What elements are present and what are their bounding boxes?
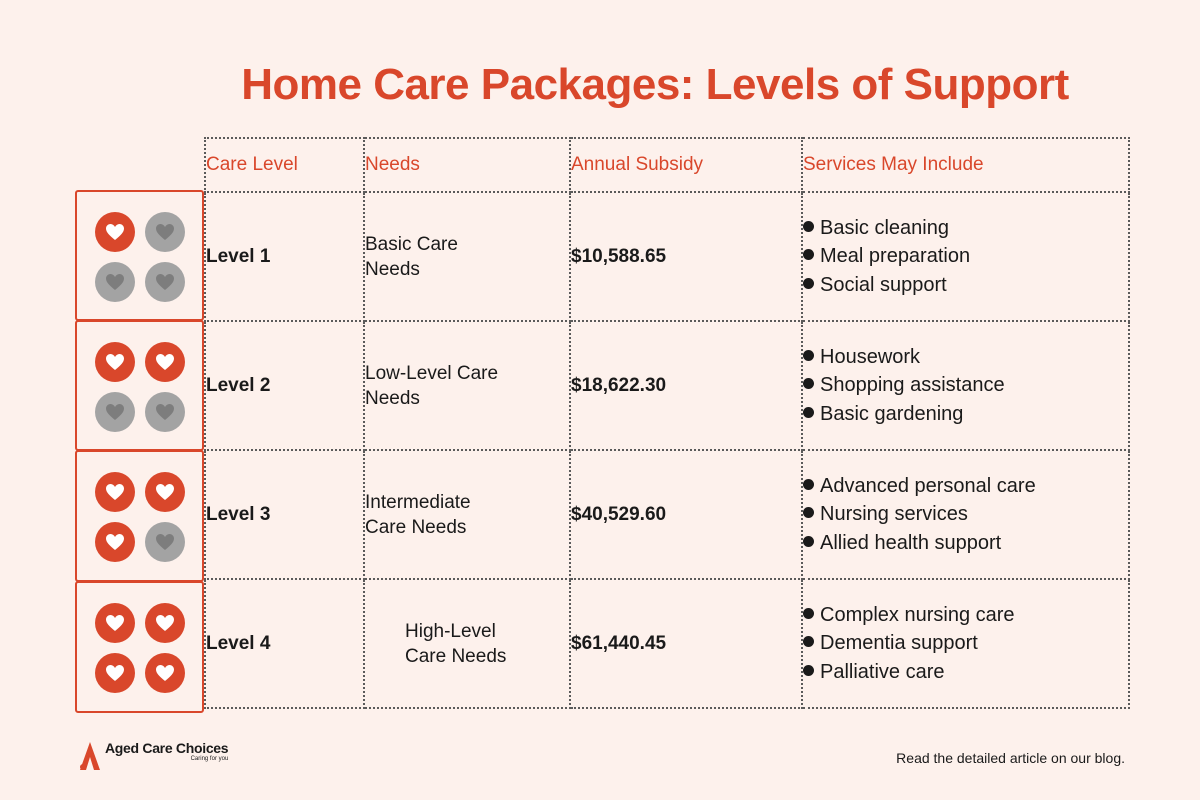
heart-grid xyxy=(95,472,185,562)
logo-text xyxy=(105,740,228,763)
heart-filled-icon xyxy=(145,472,185,512)
heart-icon xyxy=(105,664,125,682)
bullet-icon xyxy=(803,221,814,232)
table-row xyxy=(205,321,1129,450)
bullet-icon xyxy=(803,249,814,260)
subsidy-cell: $18,622.30 xyxy=(570,321,802,450)
services-cell xyxy=(802,450,1129,579)
service-text: Housework xyxy=(820,345,921,368)
heart-icon xyxy=(105,483,125,501)
bullet-icon xyxy=(803,536,814,547)
brand-logo[interactable] xyxy=(78,740,228,772)
needs-cell xyxy=(364,192,570,321)
list-item xyxy=(803,343,1128,372)
page-title: Home Care Packages: Levels of Support xyxy=(241,60,1069,109)
service-text: Dementia support xyxy=(820,632,978,655)
heart-icon xyxy=(105,614,125,632)
table-row xyxy=(205,192,1129,321)
heart-grid xyxy=(95,212,185,302)
bullet-icon xyxy=(803,350,814,361)
service-text: Basic gardening xyxy=(820,402,964,425)
heart-filled-icon xyxy=(95,603,135,643)
heart-empty-icon xyxy=(145,262,185,302)
service-text: Palliative care xyxy=(820,660,945,683)
heart-icon xyxy=(155,273,175,291)
list-item xyxy=(803,242,1128,271)
heart-icon xyxy=(155,223,175,241)
heart-grid xyxy=(95,342,185,432)
levels-table xyxy=(204,137,1130,709)
heart-icon xyxy=(155,353,175,371)
heart-filled-icon xyxy=(95,653,135,693)
heart-filled-icon xyxy=(95,342,135,382)
heart-icon xyxy=(105,353,125,371)
needs-text: High-Level Care Needs xyxy=(405,620,507,667)
bullet-icon xyxy=(803,665,814,676)
list-item xyxy=(803,601,1128,630)
heart-icon xyxy=(155,533,175,551)
list-item xyxy=(803,214,1128,243)
list-item xyxy=(803,529,1128,558)
bullet-icon xyxy=(803,608,814,619)
logo-tagline: Caring for you xyxy=(190,756,229,762)
heart-filled-icon xyxy=(95,522,135,562)
heart-icon xyxy=(105,403,125,421)
service-text: Complex nursing care xyxy=(820,603,1015,626)
services-list xyxy=(803,214,1128,300)
bullet-icon xyxy=(803,479,814,490)
list-item xyxy=(803,472,1128,501)
header-needs: Needs xyxy=(364,138,570,192)
table-header-row xyxy=(205,138,1129,192)
bullet-icon xyxy=(803,278,814,289)
heart-icon xyxy=(155,403,175,421)
logo-mark-icon xyxy=(78,740,102,772)
care-level-cell: Level 1 xyxy=(205,192,364,321)
heart-icon xyxy=(105,273,125,291)
bullet-icon xyxy=(803,507,814,518)
heart-icon xyxy=(155,614,175,632)
services-cell xyxy=(802,321,1129,450)
services-list xyxy=(803,472,1128,558)
heart-filled-icon xyxy=(145,653,185,693)
heart-filled-icon xyxy=(95,472,135,512)
table-row xyxy=(205,450,1129,579)
list-item xyxy=(803,629,1128,658)
heart-empty-icon xyxy=(145,212,185,252)
table-row xyxy=(205,579,1129,708)
needs-cell xyxy=(364,321,570,450)
subsidy-cell: $40,529.60 xyxy=(570,450,802,579)
service-text: Basic cleaning xyxy=(820,216,949,239)
heart-icon xyxy=(105,223,125,241)
service-text: Meal preparation xyxy=(820,245,971,268)
heart-empty-icon xyxy=(95,392,135,432)
level-1-icon-panel xyxy=(75,190,204,321)
level-3-icon-panel xyxy=(75,450,204,582)
heart-empty-icon xyxy=(95,262,135,302)
header-annual-subsidy: Annual Subsidy xyxy=(570,138,802,192)
care-level-cell: Level 4 xyxy=(205,579,364,708)
needs-text: Basic Care Needs xyxy=(365,233,458,280)
level-2-icon-panel xyxy=(75,320,204,451)
blog-note[interactable]: Read the detailed article on our blog. xyxy=(896,750,1125,766)
heart-filled-icon xyxy=(145,603,185,643)
subsidy-cell: $10,588.65 xyxy=(570,192,802,321)
bullet-icon xyxy=(803,407,814,418)
heart-icon xyxy=(155,483,175,501)
needs-text: Intermediate Care Needs xyxy=(365,491,471,538)
list-item xyxy=(803,500,1128,529)
heart-grid xyxy=(95,603,185,693)
service-text: Advanced personal care xyxy=(820,474,1036,497)
heart-empty-icon xyxy=(145,392,185,432)
logo-name: Aged Care Choices xyxy=(105,740,229,756)
subsidy-cell: $61,440.45 xyxy=(570,579,802,708)
needs-text: Low-Level Care Needs xyxy=(365,362,499,409)
services-cell xyxy=(802,579,1129,708)
list-item xyxy=(803,400,1128,429)
heart-icon xyxy=(155,664,175,682)
needs-cell xyxy=(364,579,570,708)
service-text: Social support xyxy=(820,273,947,296)
service-text: Nursing services xyxy=(820,503,968,526)
heart-filled-icon xyxy=(95,212,135,252)
bullet-icon xyxy=(803,378,814,389)
level-4-icon-panel xyxy=(75,581,204,713)
bullet-icon xyxy=(803,636,814,647)
header-services: Services May Include xyxy=(802,138,1129,192)
care-level-cell: Level 3 xyxy=(205,450,364,579)
list-item xyxy=(803,271,1128,300)
list-item xyxy=(803,371,1128,400)
needs-cell xyxy=(364,450,570,579)
list-item xyxy=(803,658,1128,687)
heart-icon xyxy=(105,533,125,551)
services-list xyxy=(803,601,1128,687)
service-text: Allied health support xyxy=(820,531,1002,554)
services-list xyxy=(803,343,1128,429)
heart-filled-icon xyxy=(145,342,185,382)
services-cell xyxy=(802,192,1129,321)
care-level-cell: Level 2 xyxy=(205,321,364,450)
service-text: Shopping assistance xyxy=(820,374,1005,397)
heart-empty-icon xyxy=(145,522,185,562)
header-care-level: Care Level xyxy=(205,138,364,192)
